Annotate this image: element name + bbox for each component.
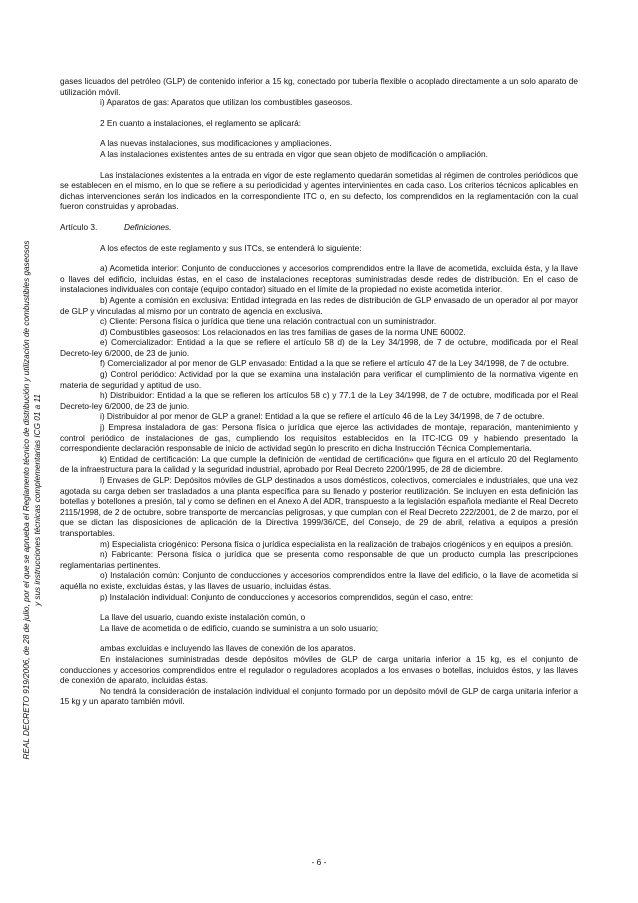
sidebar-citation bbox=[22, 160, 43, 840]
between-user-valve: La llave del usuario, cuando existe instalación común, o bbox=[100, 612, 306, 623]
between-service-valve: La llave de acometida o de edificio, cuando se suministra a un solo usuario; bbox=[100, 622, 379, 633]
both-excluded: ambas excluidas e incluyendo las llaves de conexión de los aparatos. bbox=[100, 643, 356, 654]
article-title: Definiciones. bbox=[124, 221, 172, 232]
definition-g: g) Control periódico: Actividad por la que se examina una instalación para verificar el cumplimiento de la normativa vigente en materia de seguridad y aptitud de uso. bbox=[60, 369, 578, 390]
paragraph-existing-installations: Las instalaciones existentes a la entrada en vigor de este reglamento quedarán sometidas al régimen de controles periódicos que se establecen en el mismo, en lo que se refiere a su periodicidad y agentes intervinientes en cada caso. Los criterios técnicos aplicables en dichas intervenciones serán los indicados en la correspondiente ITC o, en su defecto, los comprendidos en la reglamentación con la cual fueron construidas y aprobadas. bbox=[60, 169, 578, 212]
definitions-intro: A los efectos de este reglamento y sus ITCs, se entenderá lo siguiente: bbox=[100, 242, 362, 253]
apply-new-installations: A las nuevas instalaciones, sus modificaciones y ampliaciones. bbox=[100, 138, 332, 149]
definition-m: m) Especialista criogénico: Persona física o jurídica especialista en la realización de trabajos criogénicos y en equipos a presión. bbox=[100, 538, 574, 549]
paragraph-mobile-deposits: En instalaciones suministradas desde depósitos móviles de GLP de carga unitaria inferior a 15 kg, es el conjunto de conducciones y accesorios comprendidos entre el regulador o reguladores acoplados a los envases o botellas, incluidos éstos, y las llaves de conexión de aparato, incluidas éstas. bbox=[60, 653, 578, 686]
item-i-gas-appliances: i) Aparatos de gas: Aparatos que utilizan los combustibles gaseosos. bbox=[100, 97, 353, 108]
article-number: Artículo 3. bbox=[60, 221, 98, 232]
definition-j: j) Empresa instaladora de gas: Persona física o jurídica que ejerce las actividades de montaje, reparación, mantenimiento y control periódico de instalaciones de gas, cumpliendo los requisitos establecidos en la ITC-ICG 09 y habiendo presentado la correspondiente declaración responsable de inicio de actividad según lo prescrito en dicha Instrucción Técnica Complementaria. bbox=[60, 422, 578, 454]
document-body bbox=[60, 76, 578, 707]
definition-p: p) Instalación individual: Conjunto de conducciones y accesorios comprendidos, según el caso, entre: bbox=[100, 591, 474, 602]
definition-h: h) Distribuidor: Entidad a la que se refieren los artículos 58 c) y 77.1 de la Ley 34/1998, de 7 de octubre, modificada por el Real Decreto-ley 6/2000, de 23 de junio. bbox=[60, 390, 578, 411]
definition-a: a) Acometida interior: Conjunto de conducciones y accesorios comprendidos entre la llave de acometida, excluida ésta, y la llave o llaves del edificio, incluidas éstas, en el caso de instalaciones receptoras suministradas desde redes de distribución. En el caso de instalaciones individuales con contaje (equipo contador) situado en el límite de la propiedad no existe acometida interior. bbox=[60, 263, 578, 295]
article-heading bbox=[60, 222, 578, 233]
definition-o: o) Instalación común: Conjunto de conducciones y accesorios comprendidos entre la llave del edificio, o la llave de acometida si aquélla no existe, excluidas éstas, y las llaves de usuario, incluidas éstas. bbox=[60, 570, 578, 591]
apply-existing-installations: A las instalaciones existentes antes de su entrada en vigor que sean objeto de modificación o ampliación. bbox=[100, 148, 488, 159]
definition-l: l) Envases de GLP: Depósitos móviles de GLP destinados a usos domésticos, colectivos, comerciales e industriales, que una vez agotada su carga deben ser trasladados a una planta específica para su llenado y posterior reutilización. Se incluyen en esta definición las botellas y botellones a presión, tal y como se definen en el Anexo A del ADR, transpuesto a la legislación española mediante el Real Decreto 2115/1998, de 2 de octubre, sobre transporte de mercancías peligrosas, y que cumplan con el Real Decreto 222/2001, de 2 de marzo, por el que se dictan las disposiciones de aplicación de la Directiva 1999/36/CE, del Consejo, de 29 de abril, relativa a equipos a presión transportables. bbox=[60, 475, 578, 538]
sidebar-line-2: y sus instrucciones técnicas complementarias ICG 01 a 11 bbox=[32, 394, 42, 606]
definition-e: e) Comercializador: Entidad a la que se refiere el artículo 58 d) de la Ley 34/1998, de 7 de octubre, modificada por el Real Decreto-ley 6/2000, de 23 de junio. bbox=[60, 337, 578, 358]
definition-f: f) Comercializador al por menor de GLP envasado: Entidad a la que se refiere el artículo 47 de la Ley 34/1998, de 7 de octubre. bbox=[100, 358, 569, 369]
item-2-installations: 2 En cuanto a instalaciones, el reglamento se aplicará: bbox=[100, 117, 302, 128]
definition-n: n) Fabricante: Persona física o jurídica que se presenta como responsable de que un producto cumpla las prescripciones reglamentarias pertinentes. bbox=[60, 549, 578, 570]
definition-d: d) Combustibles gaseosos: Los relacionados en las tres familias de gases de la norma UNE 60002. bbox=[100, 326, 466, 337]
page-number: - 6 - bbox=[311, 857, 327, 867]
definition-k: k) Entidad de certificación: La que cumple la definición de «entidad de certificación» que figura en el artículo 20 del Reglamento de la infraestructura para la calidad y la seguridad industrial, aprobado por Real Decreto 2200/1995, de 28 de diciembre. bbox=[60, 453, 578, 475]
sidebar-line-1: REAL DECRETO 919/2006, de 28 de julio, por el que se aprueba el Reglamento técnico de distribución y utilización de combustibles gaseosos bbox=[22, 240, 31, 760]
definition-i: i) Distribuidor al por menor de GLP a granel: Entidad a la que se refiere el artículo 46 de la Ley 34/1998, de 7 de octubre. bbox=[100, 411, 545, 422]
paragraph-glp-definition: gases licuados del petróleo (GLP) de contenido inferior a 15 kg, conectado por tubería flexible o acoplado directamente a un solo aparato de utilización móvil. bbox=[60, 76, 578, 97]
definition-b: b) Agente a comisión en exclusiva: Entidad integrada en las redes de distribución de GLP envasado de un operador al por mayor de GLP y vinculadas al mismo por un contrato de agencia en exclusiva. bbox=[60, 294, 578, 316]
paragraph-not-individual: No tendrá la consideración de instalación individual el conjunto formado por un depósito móvil de GLP de carga unitaria inferior a 15 kg y un aparato también móvil. bbox=[60, 685, 578, 707]
definition-c: c) Cliente: Persona física o jurídica que tiene una relación contractual con un suministrador. bbox=[100, 316, 437, 327]
